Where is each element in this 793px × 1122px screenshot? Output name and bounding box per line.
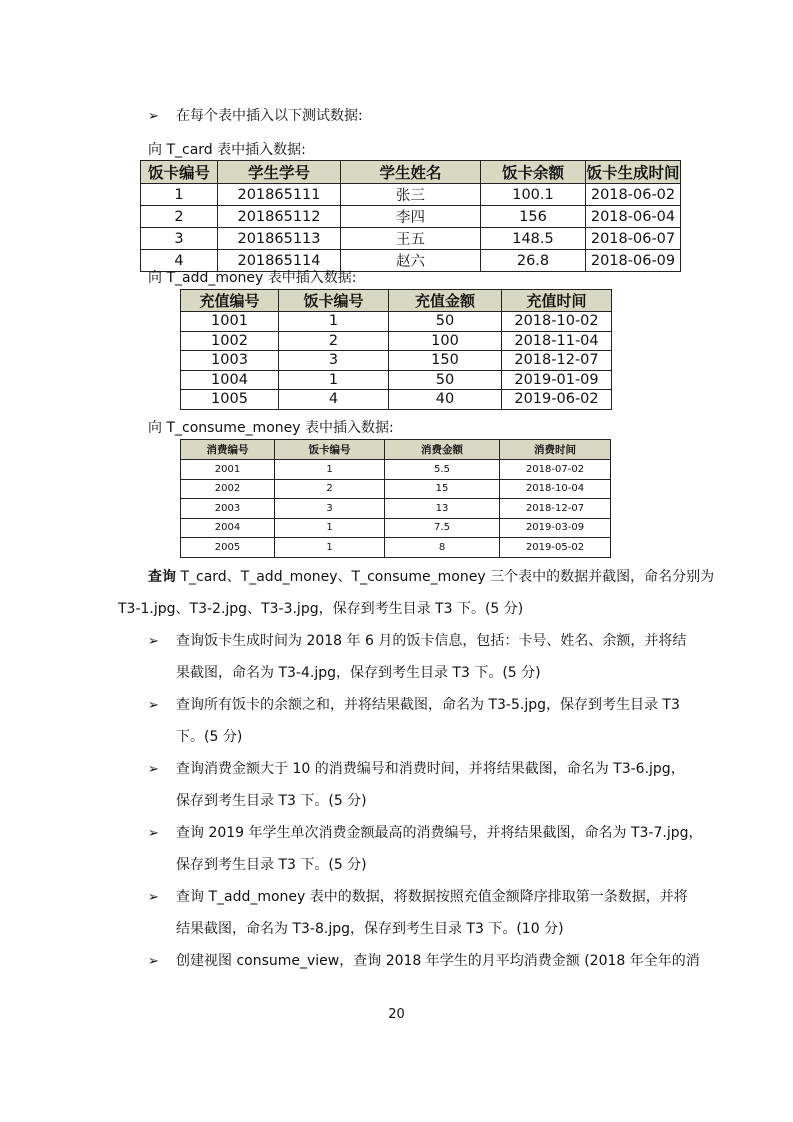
- table-cell: 3: [279, 351, 389, 371]
- table-cell: 2005: [181, 538, 275, 558]
- table-header: 饭卡余额: [481, 161, 586, 184]
- table-header: 充值金额: [389, 290, 502, 312]
- query-line-2: T3-1.jpg、T3-2.jpg、T3-3.jpg，保存到考生目录 T3 下。(5 分): [118, 601, 524, 617]
- query-line-1: [148, 567, 714, 587]
- table-cell: 2018-06-02: [586, 184, 681, 206]
- table-header: 饭卡生成时间: [586, 161, 681, 184]
- table-cell: 100: [389, 331, 502, 351]
- table-header-row: [181, 290, 612, 312]
- table-header: 消费金额: [385, 440, 500, 460]
- table-cell: 2002: [181, 479, 275, 499]
- table-cell: 赵六: [341, 250, 481, 272]
- table-cell: 201865113: [218, 228, 341, 250]
- table-cell: 1004: [181, 370, 279, 390]
- arrow-bullet-icon: ➢: [148, 890, 159, 905]
- task-item: [148, 631, 686, 652]
- table-cell: 148.5: [481, 228, 586, 250]
- table-header: 学生学号: [218, 161, 341, 184]
- table-cell: 1: [141, 184, 218, 206]
- table-cell: 5.5: [385, 460, 500, 480]
- table-row: [181, 538, 611, 558]
- task-text-cont: 保存到考生目录 T3 下。(5 分): [176, 857, 367, 873]
- table-cell: 2019-03-09: [500, 518, 611, 538]
- table-cell: 2018-10-02: [502, 312, 612, 332]
- arrow-bullet-icon: ➢: [148, 826, 159, 841]
- task-text: 查询消费金额大于 10 的消费编号和消费时间，并将结果截图，命名为 T3-6.jpg，: [176, 761, 685, 777]
- table-cell: 2018-10-04: [500, 479, 611, 499]
- table-row: [181, 499, 611, 519]
- table-cell: 李四: [341, 206, 481, 228]
- task-text: 查询 T_add_money 表中的数据，将数据按照充值金额降序排取第一条数据，并将: [176, 889, 688, 905]
- task-item: [148, 695, 680, 716]
- table-cell: 2018-06-04: [586, 206, 681, 228]
- table-cell: 2019-06-02: [502, 390, 612, 410]
- table-cell: 2: [141, 206, 218, 228]
- table-row: [181, 479, 611, 499]
- table-header: 学生姓名: [341, 161, 481, 184]
- table-cell: 2: [275, 479, 385, 499]
- table-row: [181, 460, 611, 480]
- table-row: [141, 184, 681, 206]
- table-cell: 4: [141, 250, 218, 272]
- table-row: [181, 518, 611, 538]
- table-header: 消费编号: [181, 440, 275, 460]
- table-cell: 2018-07-02: [500, 460, 611, 480]
- table-cell: 1: [279, 370, 389, 390]
- task-text: 创建视图 consume_view，查询 2018 年学生的月平均消费金额 (2018 年全年的消: [176, 953, 700, 969]
- table-header: 消费时间: [500, 440, 611, 460]
- table-cell: 15: [385, 479, 500, 499]
- table-cell: 201865111: [218, 184, 341, 206]
- table-cell: 2018-06-07: [586, 228, 681, 250]
- arrow-bullet-icon: ➢: [148, 634, 159, 649]
- intro-line: [148, 106, 363, 127]
- task-text: 查询饭卡生成时间为 2018 年 6 月的饭卡信息，包括：卡号、姓名、余额，并将结: [176, 633, 687, 649]
- table-cell: 150: [389, 351, 502, 371]
- table-cell: 201865114: [218, 250, 341, 272]
- table-header-row: [141, 161, 681, 184]
- task-item: [148, 951, 700, 972]
- table-cell: 7.5: [385, 518, 500, 538]
- task-text-cont: 果截图，命名为 T3-4.jpg，保存到考生目录 T3 下。(5 分): [176, 665, 541, 681]
- table-cell: 2019-05-02: [500, 538, 611, 558]
- table-cell: 8: [385, 538, 500, 558]
- table-header: 饭卡编号: [279, 290, 389, 312]
- table-cell: 1: [279, 312, 389, 332]
- query-line-1-text: T_card、T_add_money、T_consume_money 三个表中的数据并截图，命名分别为: [176, 569, 715, 585]
- arrow-bullet-icon: ➢: [148, 698, 159, 713]
- t-consume-money-table: [180, 439, 611, 558]
- table-cell: 3: [141, 228, 218, 250]
- table-cell: 50: [389, 312, 502, 332]
- table-header: 充值时间: [502, 290, 612, 312]
- task-text-cont: 保存到考生目录 T3 下。(5 分): [176, 793, 367, 809]
- table-row: [181, 390, 612, 410]
- table-row: [141, 228, 681, 250]
- task-item: [148, 887, 688, 908]
- table-cell: 2001: [181, 460, 275, 480]
- table-row: [181, 312, 612, 332]
- table-cell: 2: [279, 331, 389, 351]
- table-header: 饭卡编号: [141, 161, 218, 184]
- table-cell: 4: [279, 390, 389, 410]
- t-card-table: [140, 160, 681, 272]
- arrow-bullet-icon: ➢: [148, 954, 159, 969]
- table-cell: 2003: [181, 499, 275, 519]
- task-text-cont: 结果截图，命名为 T3-8.jpg，保存到考生目录 T3 下。(10 分): [176, 921, 564, 937]
- task-text: 查询 2019 年学生单次消费金额最高的消费编号，并将结果截图，命名为 T3-7.jpg，: [176, 825, 703, 841]
- table-header: 充值编号: [181, 290, 279, 312]
- table-header-row: [181, 440, 611, 460]
- table-cell: 1003: [181, 351, 279, 371]
- arrow-bullet-icon: ➢: [148, 762, 159, 777]
- table-cell: 156: [481, 206, 586, 228]
- table-cell: 2018-12-07: [502, 351, 612, 371]
- arrow-bullet-icon: ➢: [148, 109, 159, 124]
- table1-caption: 向 T_card 表中插入数据:: [148, 142, 306, 158]
- table-cell: 2018-12-07: [500, 499, 611, 519]
- table-cell: 13: [385, 499, 500, 519]
- page-number: 20: [388, 1007, 405, 1022]
- table-cell: 1: [275, 518, 385, 538]
- table-row: [141, 206, 681, 228]
- table-row: [181, 351, 612, 371]
- table-cell: 50: [389, 370, 502, 390]
- table-cell: 201865112: [218, 206, 341, 228]
- table-cell: 2018-11-04: [502, 331, 612, 351]
- table-cell: 1001: [181, 312, 279, 332]
- table-cell: 1: [275, 460, 385, 480]
- table-cell: 40: [389, 390, 502, 410]
- table-cell: 张三: [341, 184, 481, 206]
- table-cell: 1002: [181, 331, 279, 351]
- task-item: [148, 823, 703, 844]
- table-cell: 王五: [341, 228, 481, 250]
- table2-caption: 向 T_add_money 表中插入数据:: [148, 270, 357, 286]
- intro-text: 在每个表中插入以下测试数据:: [176, 108, 363, 124]
- table-header: 饭卡编号: [275, 440, 385, 460]
- table-cell: 3: [275, 499, 385, 519]
- table3-caption: 向 T_consume_money 表中插入数据:: [148, 420, 394, 436]
- table-row: [181, 331, 612, 351]
- table-cell: 26.8: [481, 250, 586, 272]
- table-cell: 2004: [181, 518, 275, 538]
- t-add-money-table: [180, 289, 612, 410]
- task-item: [148, 759, 685, 780]
- table-cell: 2019-01-09: [502, 370, 612, 390]
- table-cell: 2018-06-09: [586, 250, 681, 272]
- table-cell: 100.1: [481, 184, 586, 206]
- table-cell: 1: [275, 538, 385, 558]
- task-text-cont: 下。(5 分): [176, 729, 243, 745]
- query-bold-label: 查询: [148, 569, 176, 585]
- task-text: 查询所有饭卡的余额之和，并将结果截图，命名为 T3-5.jpg，保存到考生目录 T3: [176, 697, 680, 713]
- table-row: [181, 370, 612, 390]
- table-cell: 1005: [181, 390, 279, 410]
